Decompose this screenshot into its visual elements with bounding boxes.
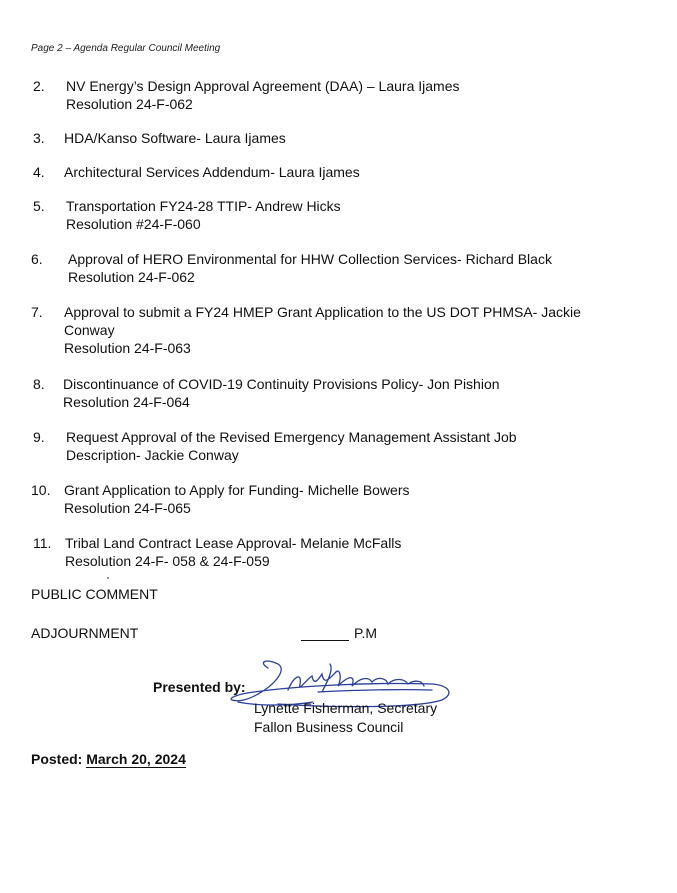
agenda-item-number: 2. — [33, 78, 45, 94]
agenda-item-line: HDA/Kanso Software- Laura Ijames — [64, 130, 286, 146]
posted-line — [31, 751, 186, 767]
agenda-item-number: 3. — [33, 130, 45, 146]
adjournment-time-blank — [301, 626, 349, 641]
agenda-item-line: Discontinuance of COVID-19 Continuity Provisions Policy- Jon Pishion — [63, 376, 500, 392]
agenda-item-line: Resolution 24-F- 058 & 24-F-059 — [65, 553, 270, 569]
signer-org: Fallon Business Council — [254, 719, 404, 735]
signer-name: Lynette Fisherman, Secretary — [254, 700, 438, 716]
agenda-item-number: 4. — [33, 164, 45, 180]
signer-block — [254, 699, 437, 737]
agenda-item-line: Resolution 24-F-065 — [64, 500, 191, 516]
agenda-item-line: Approval to submit a FY24 HMEP Grant Application to the US DOT PHMSA- Jackie — [64, 304, 581, 320]
agenda-item-line: Resolution 24-F-062 — [66, 96, 193, 112]
adjournment-heading: ADJOURNMENT — [31, 625, 139, 641]
agenda-item-line: Request Approval of the Revised Emergency Management Assistant Job — [66, 429, 517, 445]
agenda-item-number: 8. — [33, 376, 45, 392]
agenda-item-line: Description- Jackie Conway — [66, 447, 239, 463]
agenda-item-line: Grant Application to Apply for Funding- Michelle Bowers — [64, 482, 410, 498]
presented-by-label: Presented by: — [153, 679, 246, 695]
posted-label: Posted: — [31, 751, 83, 767]
page-header: Page 2 – Agenda Regular Council Meeting — [31, 43, 221, 54]
scan-speck — [107, 577, 109, 579]
pm-label: P.M — [354, 625, 378, 641]
agenda-item-number: 7. — [31, 304, 43, 320]
public-comment-heading: PUBLIC COMMENT — [31, 586, 158, 602]
agenda-item-line: Approval of HERO Environmental for HHW Collection Services- Richard Black — [68, 251, 552, 267]
agenda-item-line: Resolution 24-F-062 — [68, 269, 195, 285]
posted-date: March 20, 2024 — [86, 751, 186, 767]
agenda-item-line: Architectural Services Addendum- Laura Ijames — [64, 164, 360, 180]
agenda-item-line: NV Energy’s Design Approval Agreement (DAA) – Laura Ijames — [66, 78, 460, 94]
agenda-item-line: Resolution #24-F-060 — [66, 216, 201, 232]
agenda-item-line: Resolution 24-F-063 — [64, 340, 191, 356]
agenda-item-number: 11. — [33, 535, 52, 551]
agenda-item-line: Conway — [64, 322, 115, 338]
agenda-item-number: 5. — [33, 198, 45, 214]
agenda-item-number: 10. — [31, 482, 51, 498]
agenda-item-line: Tribal Land Contract Lease Approval- Melanie McFalls — [65, 535, 402, 551]
agenda-item-line: Resolution 24-F-064 — [63, 394, 190, 410]
agenda-item-number: 9. — [33, 429, 45, 445]
agenda-item-line: Transportation FY24-28 TTIP- Andrew Hicks — [66, 198, 341, 214]
agenda-item-number: 6. — [31, 251, 43, 267]
